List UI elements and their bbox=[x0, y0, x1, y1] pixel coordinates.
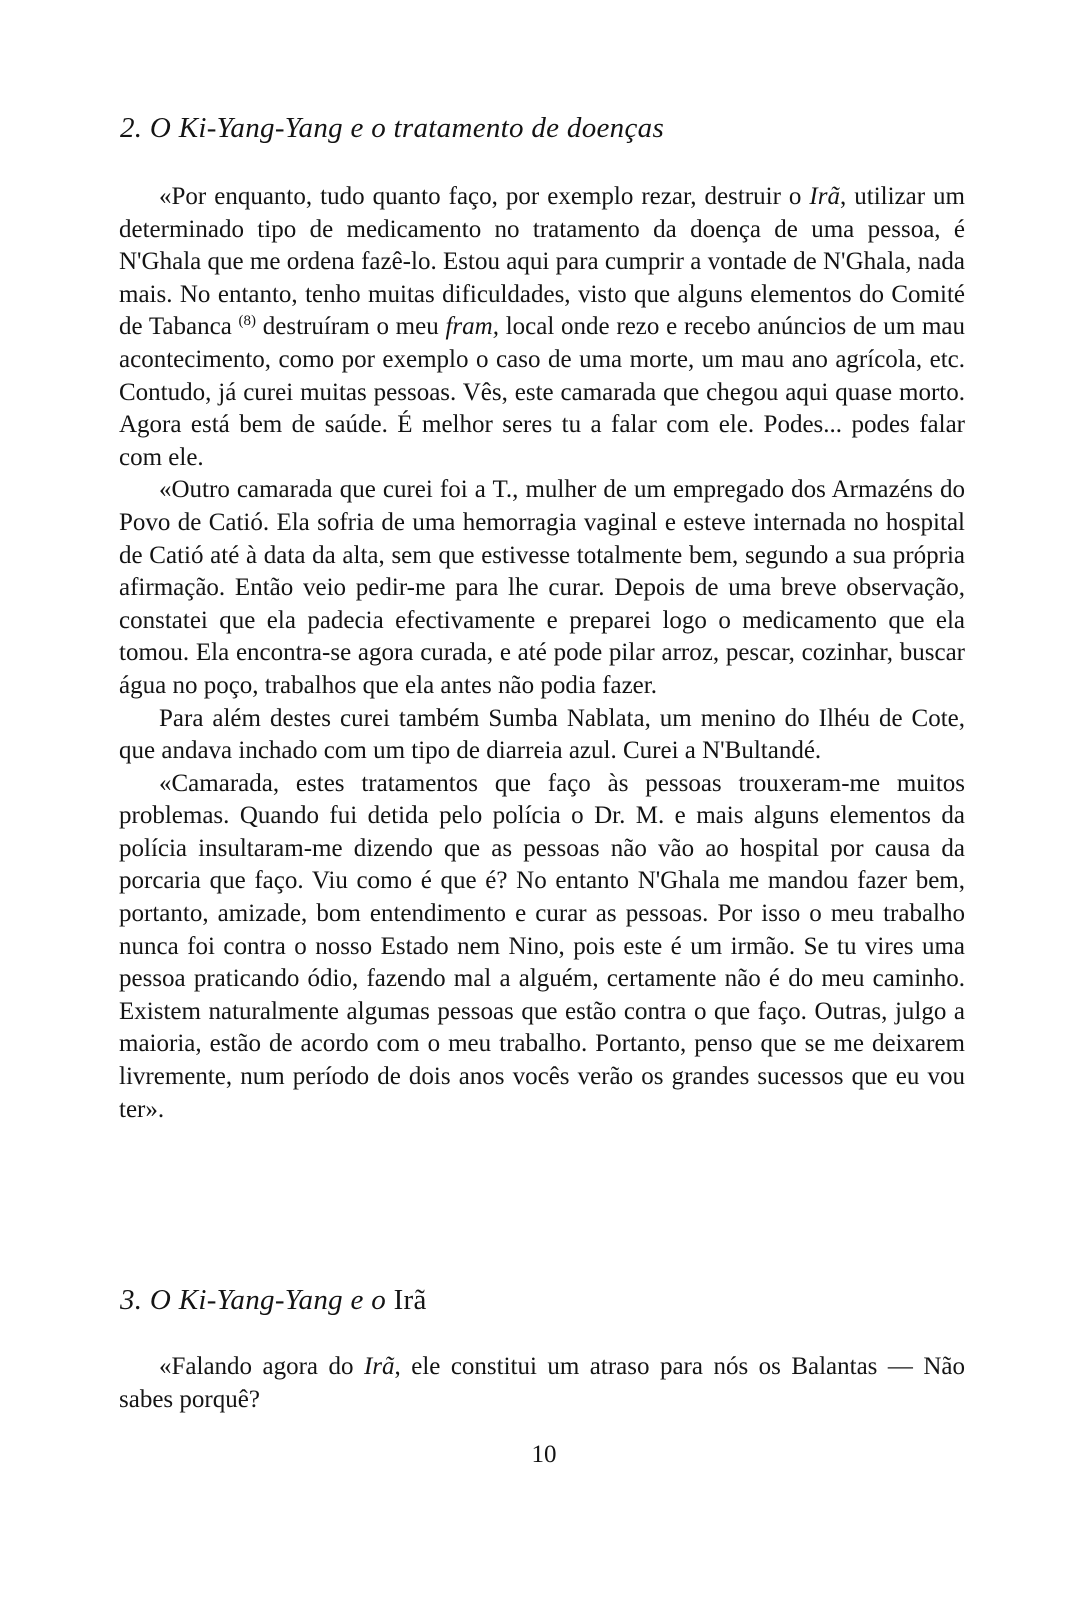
paragraph-1-text-c: destruíram o meu bbox=[256, 313, 446, 341]
section-2-body bbox=[119, 181, 965, 1126]
paragraph-5-text-b: , ele constitui um atraso para nós os Balantas — Não sabes porquê? bbox=[119, 1353, 965, 1413]
section-3-heading bbox=[120, 1284, 427, 1317]
paragraph-1 bbox=[119, 181, 965, 474]
section-2-heading: 2. O Ki-Yang-Yang e o tratamento de doenças bbox=[120, 112, 665, 144]
section-3-body bbox=[119, 1351, 965, 1416]
footnote-marker: (8) bbox=[238, 313, 257, 330]
paragraph-1-text-b: , utilizar um determinado tipo de medicamento no tratamento da doença de uma pessoa, é N'Ghala que me ordena fazê-lo. Estou aqui para cumprir a vontade de N'Ghala, nada mais. No entanto, tenho muitas dificuldades, visto que alguns elementos do Comité de Tabanca bbox=[119, 183, 965, 341]
ira-term-2: Irã bbox=[363, 1353, 395, 1380]
paragraph-5-text-a: «Falando agora do bbox=[159, 1353, 364, 1380]
ira-term: Irã bbox=[809, 183, 840, 210]
paragraph-1-text-a: «Por enquanto, tudo quanto faço, por exemplo rezar, destruir o bbox=[159, 183, 810, 210]
paragraph-1-text-d: local onde rezo e recebo anúncios de um mau acontecimento, como por exemplo o caso de uma morte, um mau ano agrícola, etc. Contudo, já curei muitas pessoas. Vês, este camarada que chegou aqui quase morto. Agora está bem de saúde. É melhor seres tu a falar com ele. Podes... podes falar com ele. bbox=[119, 313, 966, 471]
page-number: 10 bbox=[531, 1441, 557, 1468]
paragraph-5 bbox=[119, 1351, 965, 1416]
fram-term: fram, bbox=[445, 313, 499, 341]
paragraph-2: «Outro camarada que curei foi a T., mulher de um empregado dos Armazéns do Povo de Catió. Ela sofria de uma hemorragia vaginal e esteve internada no hospital de Catió até à data da alta, sem que estivesse totalmente bem, segundo a sua própria afirmação. Então veio pedir-me para lhe curar. Depois de uma breve observação, constatei que ela padecia efectivamente e preparei logo o medicamento que ela tomou. Ela encontra-se agora curada, e até pode pilar arroz, pescar, cozinhar, buscar água no poço, trabalhos que ela antes não podia fazer. bbox=[119, 476, 965, 699]
section-3-heading-term: Irã bbox=[393, 1284, 427, 1316]
section-3-heading-italic: 3. O Ki-Yang-Yang e o bbox=[120, 1284, 394, 1316]
paragraph-3: Para além destes curei também Sumba Nablata, um menino do Ilhéu de Cote, que andava inchado com um tipo de diarreia azul. Curei a N'Bultandé. bbox=[119, 704, 965, 765]
paragraph-4: «Camarada, estes tratamentos que faço às pessoas trouxeram-me muitos problemas. Quando fui detida pelo polícia o Dr. M. e mais alguns elementos da polícia insultaram-me dizendo que as pessoas não vão ao hospital por causa da porcaria que faço. Viu como é que é? No entanto N'Ghala me mandou fazer bem, portanto, amizade, bom entendimento e curar as pessoas. Por isso o meu trabalho nunca foi contra o nosso Estado nem Nino, pois este é um irmão. Se tu vires uma pessoa praticando ódio, fazendo mal a alguém, certamente não é do meu caminho. Existem naturalmente algumas pessoas que estão contra o que faço. Outras, julgo a maioria, estão de acordo com o meu trabalho. Portanto, penso que se me deixarem livremente, num período de dois anos vocês verão os grandes sucessos que eu vou ter». bbox=[119, 769, 965, 1123]
